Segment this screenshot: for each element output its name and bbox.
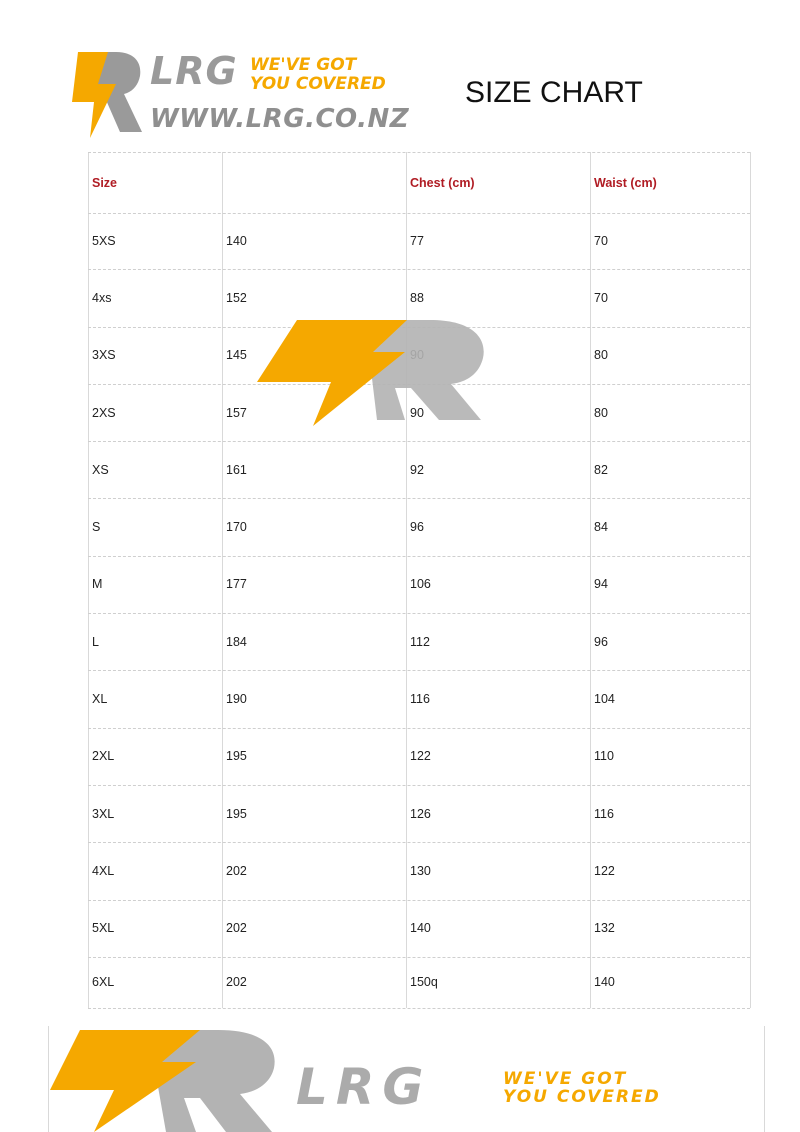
cell-waist: 84: [594, 520, 608, 535]
cell-waist: 132: [594, 921, 615, 936]
cell-size: 3XL: [92, 806, 115, 821]
cell-waist: 80: [594, 405, 608, 420]
header-waist: Waist (cm): [594, 176, 657, 190]
lrg-watermark-icon: [255, 318, 495, 430]
cell-size: 3XS: [92, 348, 116, 363]
cell-size: 6XL: [92, 975, 115, 990]
footer-tagline-line1: WE'VE GOT: [503, 1069, 628, 1089]
header-logo: [72, 48, 410, 140]
cell-value: 202: [226, 975, 247, 990]
cell-waist: 116: [594, 806, 614, 821]
cell-value: 145: [226, 348, 247, 363]
cell-value: 157: [226, 405, 247, 420]
cell-chest: 140: [410, 921, 431, 936]
cell-size: M: [92, 577, 103, 592]
footer-logo: [48, 1026, 766, 1132]
table-row: [88, 728, 750, 786]
cell-chest: 90: [410, 405, 424, 420]
cell-waist: 82: [594, 462, 608, 477]
footer-divider: [48, 1026, 49, 1132]
table-row: [88, 556, 750, 614]
cell-size: 2XS: [92, 405, 116, 420]
table-row: [88, 785, 750, 843]
cell-size: 5XL: [92, 921, 115, 936]
cell-value: 190: [226, 692, 247, 707]
footer-divider: [764, 1026, 765, 1132]
table-row: [88, 957, 750, 1009]
cell-value: 177: [226, 577, 247, 592]
table-row: [88, 670, 750, 728]
cell-waist: 80: [594, 348, 608, 363]
lrg-footer-icon: [50, 1026, 290, 1132]
size-table: [88, 152, 750, 1008]
cell-chest: 96: [410, 520, 424, 535]
table-row: [88, 613, 750, 671]
table-row: [88, 441, 750, 499]
page-title: SIZE CHART: [465, 76, 643, 109]
cell-chest: 150q: [410, 975, 438, 990]
lrg-logo-icon: [72, 48, 144, 140]
cell-chest: 122: [410, 749, 431, 764]
logo-wordmark: LRG: [150, 49, 238, 93]
cell-chest: 88: [410, 290, 424, 305]
cell-waist: 104: [594, 692, 615, 707]
cell-chest: 106: [410, 577, 431, 592]
cell-value: 184: [226, 634, 247, 649]
cell-size: 4xs: [92, 290, 112, 305]
cell-value: 170: [226, 520, 247, 535]
cell-value: 202: [226, 921, 247, 936]
cell-size: 2XL: [92, 749, 115, 764]
cell-value: 202: [226, 863, 247, 878]
logo-tagline: [250, 56, 386, 94]
table-row: [88, 212, 750, 270]
cell-value: 195: [226, 749, 247, 764]
cell-chest: 92: [410, 462, 424, 477]
cell-waist: 110: [594, 749, 614, 764]
logo-tagline-line1: WE'VE GOT: [250, 55, 357, 75]
header-chest: Chest (cm): [410, 176, 475, 190]
cell-value: 140: [226, 233, 247, 248]
cell-waist: 122: [594, 863, 615, 878]
footer-tagline: [503, 1070, 661, 1106]
logo-tagline-line2: YOU COVERED: [250, 74, 386, 94]
footer-wordmark: LRG: [296, 1058, 432, 1116]
cell-size: S: [92, 520, 101, 535]
cell-value: 195: [226, 806, 247, 821]
cell-size: 4XL: [92, 863, 115, 878]
cell-chest: 77: [410, 233, 424, 248]
table-row: [88, 900, 750, 958]
cell-waist: 70: [594, 233, 608, 248]
watermark-logo: [255, 318, 495, 430]
table-row: [88, 842, 750, 900]
cell-size: XL: [92, 692, 108, 707]
cell-size: 5XS: [92, 233, 116, 248]
cell-size: L: [92, 634, 99, 649]
cell-waist: 96: [594, 634, 608, 649]
cell-chest: 130: [410, 863, 431, 878]
header-size: Size: [92, 176, 118, 190]
cell-size: XS: [92, 462, 109, 477]
website-url: WWW.LRG.CO.NZ: [150, 104, 410, 134]
cell-value: 152: [226, 290, 247, 305]
table-header-row: [88, 152, 750, 214]
header-blank: [222, 153, 406, 213]
cell-chest: 126: [410, 806, 431, 821]
cell-waist: 140: [594, 975, 615, 990]
table-divider: [750, 152, 751, 1008]
footer-tagline-line2: YOU COVERED: [503, 1087, 661, 1107]
cell-value: 161: [226, 462, 247, 477]
cell-waist: 70: [594, 290, 608, 305]
cell-chest: 116: [410, 692, 430, 707]
table-row: [88, 499, 750, 557]
cell-waist: 94: [594, 577, 608, 592]
cell-chest: 112: [410, 634, 430, 649]
